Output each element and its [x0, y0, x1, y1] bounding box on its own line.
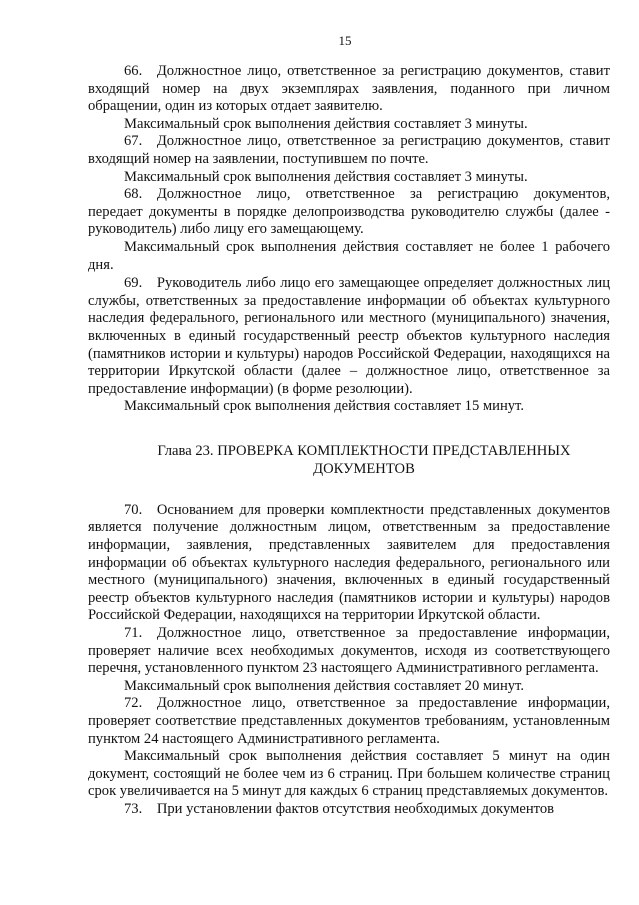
paragraph-69: 69. Руководитель либо лицо его замещающее определяет должностных лиц службы, ответственных за предоставление информации об объектах культурного наследия федерального, регионального или местного (муниципального) значения, включенных в единый государственный реестр объектов культурного наследия (памятников истории и культуры) народов Российской Федерации, находящихся на территории Иркутской области (далее – должностное лицо, ответственное за предоставление информации) (в форме резолюции). — [88, 275, 610, 397]
paragraph-71-time-limit: Максимальный срок выполнения действия составляет 20 минут. — [124, 677, 524, 694]
chapter-heading-line-1: Глава 23. ПРОВЕРКА КОМПЛЕКТНОСТИ ПРЕДСТАВЛЕННЫХ — [157, 442, 571, 459]
paragraph-73: 73. При установлении фактов отсутствия необходимых документов — [124, 800, 555, 817]
paragraph-66-time-limit: Максимальный срок выполнения действия составляет 3 минуты. — [124, 115, 528, 132]
paragraph-67-time-limit: Максимальный срок выполнения действия составляет 3 минуты. — [124, 168, 528, 185]
paragraph-72: 72. Должностное лицо, ответственное за предоставление информации, проверяет соответствие представленных документов требованиям, установленным пунктом 24 настоящего Административного регламента. — [88, 695, 610, 747]
paragraph-70: 70. Основанием для проверки комплектности представленных документов является получение должностным лицом, ответственным за предоставление информации, заявления, представленных заявителем для предоставления информации об объектах культурного наследия федерального, регионального или местного (муниципального) значения, включенных в единый государственный реестр объектов культурного наследия (памятников истории и культуры) народов Российской Федерации, находящихся на территории Иркутской области. — [88, 501, 610, 624]
chapter-heading — [88, 442, 610, 478]
paragraph-72-time-limit: Максимальный срок выполнения действия составляет 5 минут на один документ, состоящий не более чем из 6 страниц. При большем количестве страниц срок увеличивается на 5 минут для каждых 6 страниц представляемых документов. — [88, 748, 610, 800]
paragraph-68-time-limit: Максимальный срок выполнения действия составляет не более 1 рабочего дня. — [88, 238, 610, 273]
paragraph-67: 67. Должностное лицо, ответственное за регистрацию документов, ставит входящий номер на заявлении, поступившем по почте. — [88, 133, 610, 167]
page-number: 15 — [338, 33, 352, 48]
paragraph-66: 66. Должностное лицо, ответственное за регистрацию документов, ставит входящий номер на двух экземплярах заявления, поданного при личном обращении, один из которых отдает заявителю. — [88, 63, 610, 115]
paragraph-71: 71. Должностное лицо, ответственное за предоставление информации, проверяет наличие всех необходимых документов, исходя из соответствующего перечня, установленного пунктом 23 настоящего Административного регламента. — [88, 625, 610, 677]
chapter-heading-line-2: ДОКУМЕНТОВ — [313, 460, 415, 477]
paragraph-68: 68. Должностное лицо, ответственное за регистрацию документов, передает документы в порядке делопроизводства руководителю службы (далее - руководитель) либо лицу его замещающему. — [88, 186, 610, 238]
document-body — [88, 63, 610, 819]
paragraph-69-time-limit: Максимальный срок выполнения действия составляет 15 минут. — [124, 398, 524, 415]
